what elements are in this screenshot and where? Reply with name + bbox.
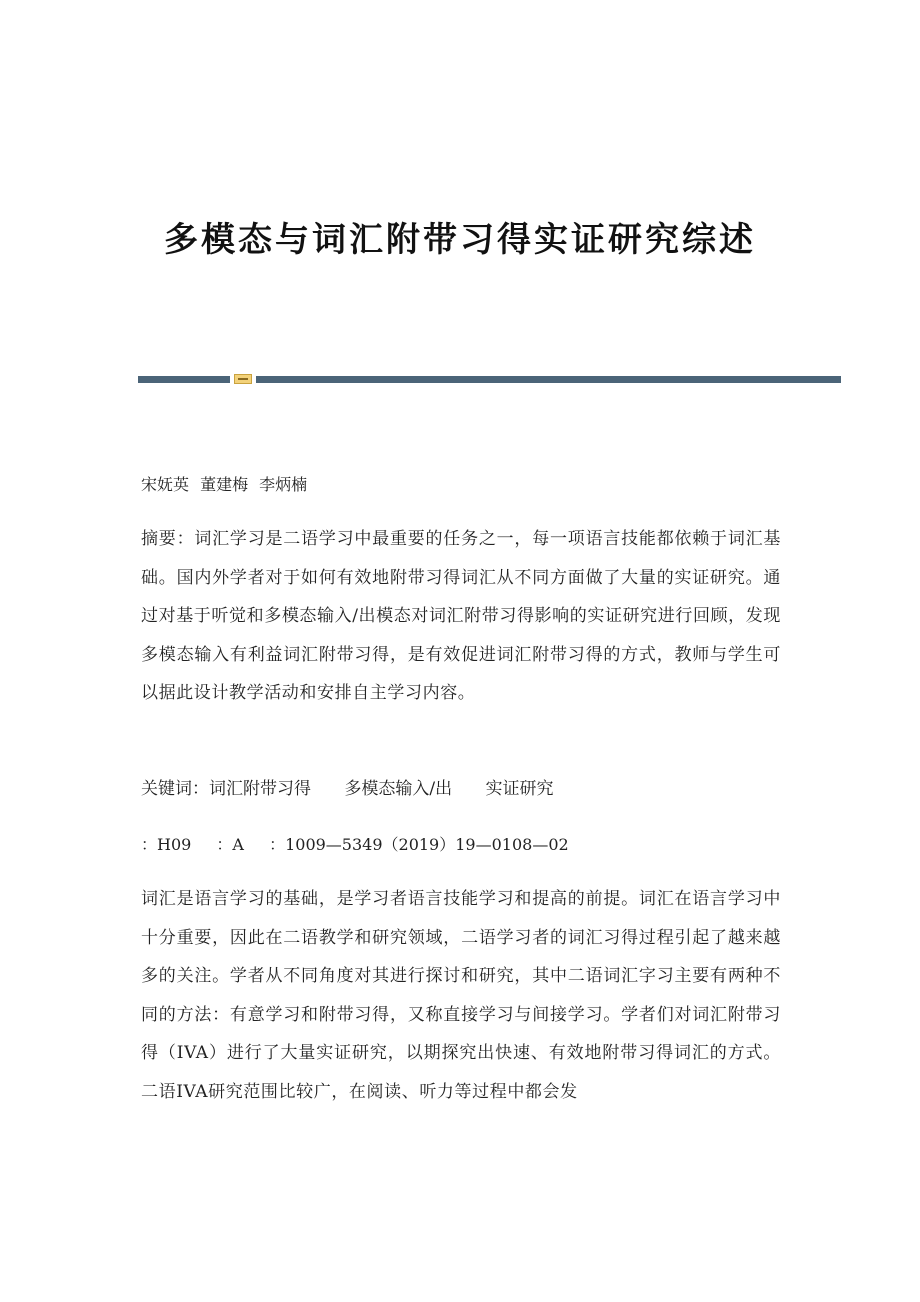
keyword-1: 关键词：词汇附带习得 [141, 779, 311, 799]
divider-bar-right [256, 376, 841, 383]
authors: 宋妩英 董建梅 李炳楠 [141, 475, 308, 494]
divider-marker-icon [234, 374, 252, 384]
classification-line [141, 832, 589, 855]
document-title: 多模态与词汇附带习得实证研究综述 [164, 220, 756, 260]
keyword-3: 实证研究 [485, 779, 554, 799]
article-id: ：1009—5349（2019）19—0108—02 [269, 835, 569, 854]
document-code: ：A [216, 835, 244, 854]
clc-number: ：H09 [141, 835, 192, 854]
keywords [141, 774, 582, 799]
abstract: 摘要：词汇学习是二语学习中最重要的任务之一，每一项语言技能都依赖于词汇基础。国内外学者对于如何有效地附带习得词汇从不同方面做了大量的实证研究。通过对基于听觉和多模态输入/出模态对词汇附带习得影响的实证研究进行回顾，发现多模态输入有利益词汇附带习得，是有效促进词汇附带习得的方式，教师与学生可以据此设计教学活动和安排自主学习内容。 [141, 529, 781, 703]
keyword-2: 多模态输入/出 [344, 779, 453, 799]
title-divider [138, 374, 841, 384]
body-paragraph: 词汇是语言学习的基础，是学习者语言技能学习和提高的前提。词汇在语言学习中十分重要，因此在二语教学和研究领域，二语学习者的词汇习得过程引起了越来越多的关注。学者从不同角度对其进行探讨和研究，其中二语词汇字习主要有两种不同的方法：有意学习和附带习得，又称直接学习与间接学习。学者们对词汇附带习得（IVA）进行了大量实证研究，以期探究出快速、有效地附带习得词汇的方式。二语IVA研究范围比较广，在阅读、听力等过程中都会发 [141, 889, 781, 1102]
divider-bar-left [138, 376, 230, 383]
